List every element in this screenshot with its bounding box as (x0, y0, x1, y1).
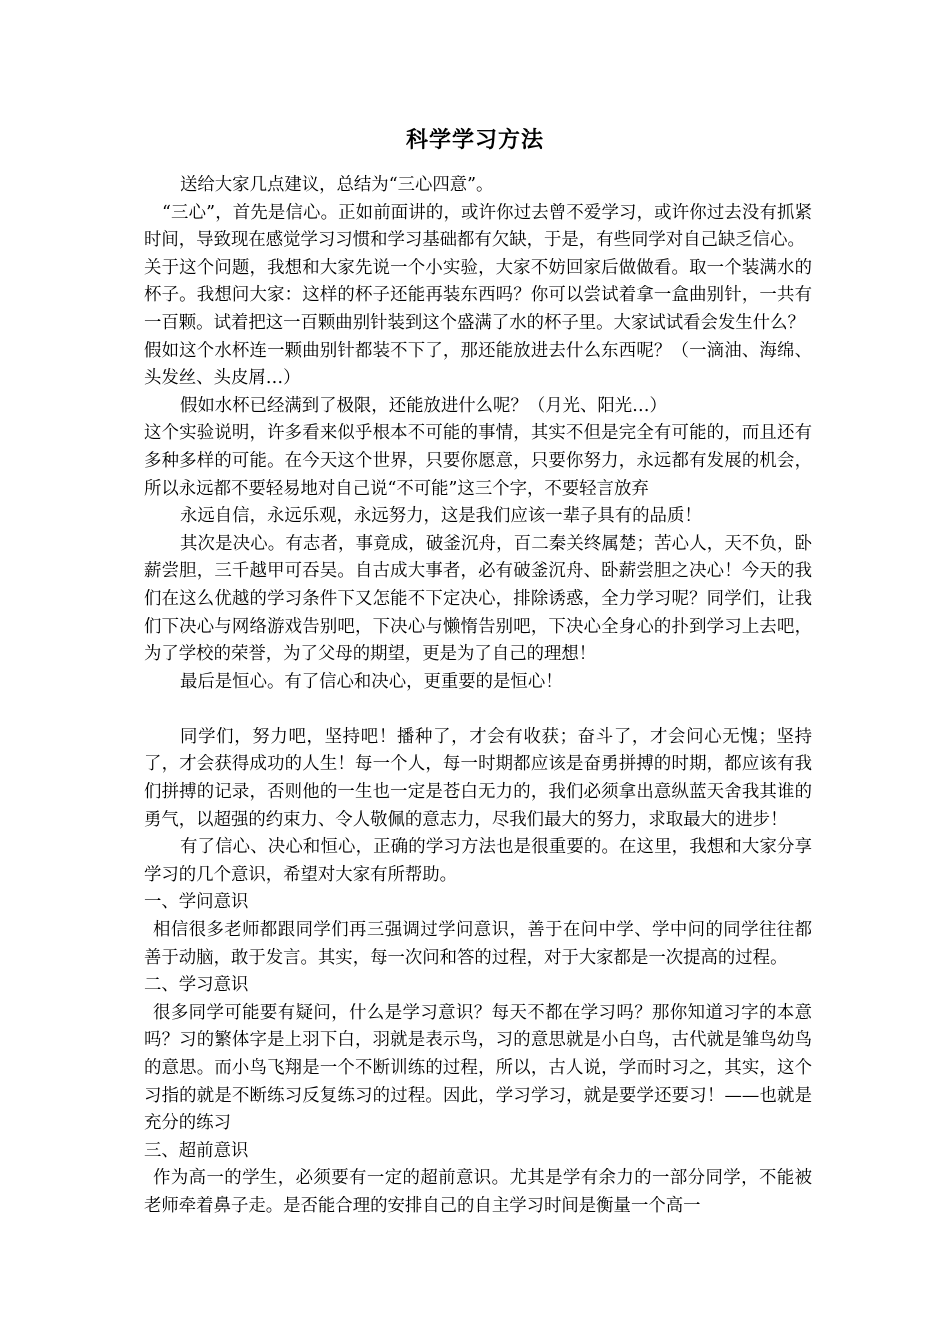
paragraph-methods-intro: 有了信心、决心和恒心，正确的学习方法也是很重要的。在这里，我想和大家分享学习的几个意识，希望对大家有所帮助。 (144, 837, 812, 885)
section-heading-2: 二、学习意识 (144, 975, 249, 996)
paragraph-determination: 其次是决心。有志者，事竟成，破釜沉舟，百二秦关终属楚；苦心人，天不负，卧薪尝胆，三千越甲可吞吴。自古成大事者，必有破釜沉舟、卧薪尝胆之决心！今天的我们在这么优越的学习条件下又怎能不下定决心，排除诱惑，全力学习呢？同学们，让我们下决心与网络游戏告别吧，下决心与懒惰告别吧，下决心全身心的扑到学习上去吧，为了学校的荣誉，为了父母的期望，更是为了自己的理想！ (144, 533, 812, 665)
blank-line (144, 696, 812, 724)
section-heading-1: 一、学问意识 (144, 892, 249, 913)
paragraph-intro: 送给大家几点建议，总结为“三心四意”。 (180, 175, 494, 195)
paragraph-forever: 永远自信，永远乐观，永远努力，这是我们应该一辈子具有的品质！ (180, 506, 702, 527)
document-title: 科学学习方法 (405, 127, 544, 153)
paragraph-section-3: 作为高一的学生，必须要有一定的超前意识。尤其是学有余力的一部分同学，不能被老师牵着鼻子走。是否能合理的安排自己的自主学习时间是衡量一个高一 (144, 1168, 812, 1216)
paragraph-encouragement: 同学们，努力吧，坚持吧！播种了，才会有收获；奋斗了，才会问心无愧；坚持了，才会获得成功的人生！每一个人，每一时期都应该是奋勇拼搏的时期，都应该有我们拼搏的记录，否则他的一生也一定是苍白无力的，我们必须拿出意纵蓝天舍我其谁的勇气，以超强的约束力、令人敬佩的意志力，尽我们最大的努力，求取最大的进步！ (144, 726, 812, 830)
paragraph-experiment-meaning: 这个实验说明，许多看来似乎根本不可能的事情，其实不但是完全有可能的，而且还有多种多样的可能。在今天这个世界，只要你愿意，只要你努力，永远都有发展的机会，所以永远都不要轻易地对自己说“不可能”这三个字，不要轻言放弃 (144, 423, 812, 499)
paragraph-question-1: 假如这个水杯连一颗曲别针都装不下了，那还能放进去什么东西呢？（一滴油、海绵、头发丝、头皮屑…） (144, 340, 812, 389)
paragraph-question-2: 假如水杯已经满到了极限，还能放进什么呢？（月光、阳光…） (180, 395, 667, 416)
paragraph-section-2: 很多同学可能要有疑问，什么是学习意识？每天不都在学习吗？那你知道习字的本意吗？习的繁体字是上羽下白，羽就是表示鸟，习的意思就是小白鸟，古代就是雏鸟幼鸟的意思。而小鸟飞翔是一个不断训练的过程，所以，古人说，学而时习之，其实，这个习指的就是不断练习反复练习的过程。因此，学习学习，就是要学还要习！——也就是充分的练习 (144, 1002, 812, 1134)
document-body (144, 172, 812, 1221)
paragraph-confidence: “三心”，首先是信心。正如前面讲的，或许你过去曾不爱学习，或许你过去没有抓紧时间，导致现在感觉学习习惯和学习基础都有欠缺，于是，有些同学对自己缺乏信心。 (144, 202, 812, 251)
paragraph-section-1: 相信很多老师都跟同学们再三强调过学问意识，善于在问中学、学中问的同学往往都善于动脑，敢于发言。其实，每一次问和答的过程，对于大家都是一次提高的过程。 (144, 920, 812, 968)
paragraph-perseverance: 最后是恒心。有了信心和决心，更重要的是恒心！ (180, 671, 563, 692)
paragraph-experiment: 关于这个问题，我想和大家先说一个小实验，大家不妨回家后做做看。取一个装满水的杯子。我想问大家：这样的杯子还能再装东西吗？你可以尝试着拿一盒曲别针，一共有一百颗。试着把这一百颗曲别针装到这个盛满了水的杯子里。大家试试看会发生什么？ (144, 257, 812, 333)
section-heading-3: 三、超前意识 (144, 1140, 249, 1161)
